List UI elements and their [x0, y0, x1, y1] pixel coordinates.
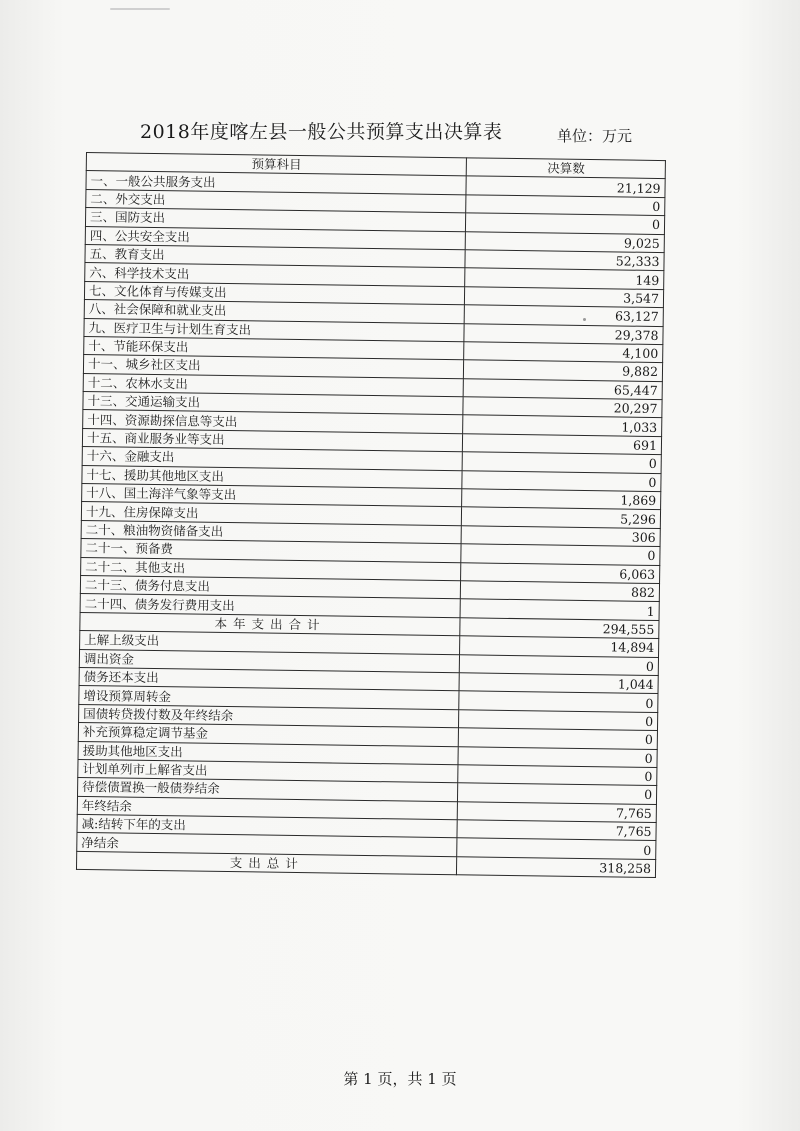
- row-label: 十一、城乡社区支出: [83, 355, 464, 379]
- row-label: 十、节能环保支出: [84, 336, 465, 360]
- row-label: 二十二、其他支出: [81, 557, 462, 581]
- row-value: 1: [460, 599, 659, 620]
- row-label: 十三、交通运输支出: [83, 392, 464, 416]
- row-value: 0: [458, 746, 657, 767]
- row-label: 二十一、预备费: [81, 539, 462, 563]
- row-value: 0: [460, 654, 659, 675]
- row-value: 1,869: [462, 489, 661, 510]
- row-label: 年终结余: [77, 796, 458, 820]
- row-value: 0: [459, 728, 658, 749]
- row-label: 国债转贷拨付数及年终结余: [79, 704, 460, 728]
- unit-label: 单位：万元: [557, 127, 633, 145]
- row-value: 0: [462, 470, 661, 491]
- row-label: 二十、粮油物资储备支出: [81, 520, 462, 544]
- budget-table: [76, 152, 666, 878]
- row-value: 0: [459, 709, 658, 730]
- row-label: 四、公共安全支出: [85, 226, 466, 250]
- row-label: 十八、国土海洋气象等支出: [82, 484, 463, 508]
- header-value: 决算数: [467, 158, 666, 179]
- row-value: 1,033: [463, 415, 662, 436]
- row-value: 0: [459, 691, 658, 712]
- row-value: 0: [466, 195, 665, 216]
- row-label: 六、科学技术支出: [85, 263, 466, 287]
- row-label: 十四、资源勘探信息等支出: [83, 410, 464, 434]
- page-footer: 第 1 页，共 1 页: [343, 1070, 457, 1088]
- row-label: 净结余: [77, 833, 458, 857]
- row-label: 三、国防支出: [85, 208, 466, 232]
- scan-speck: [110, 8, 170, 10]
- row-value: 20,297: [463, 397, 662, 418]
- scan-speck: [583, 318, 586, 321]
- row-label: 十二、农林水支出: [83, 373, 464, 397]
- row-value: 306: [461, 526, 660, 547]
- row-label: 十五、商业服务业等支出: [82, 428, 463, 452]
- row-value: 9,882: [464, 360, 663, 381]
- row-value: 691: [463, 434, 662, 455]
- page-title: 2018年度喀左县一般公共预算支出决算表: [140, 121, 503, 143]
- row-label: 九、医疗卫生与计划生育支出: [84, 318, 465, 342]
- header-item: 预算科目: [86, 153, 467, 177]
- row-value: 0: [462, 452, 661, 473]
- row-value: 0: [461, 544, 660, 565]
- row-label: 本年支出合计: [80, 612, 461, 636]
- row-label: 二、外交支出: [86, 189, 467, 213]
- row-value: 294,555: [460, 618, 659, 639]
- row-label: 减:结转下年的支出: [77, 815, 458, 839]
- title-row: [120, 117, 680, 147]
- row-label: 调出资金: [79, 649, 460, 673]
- table-body: [76, 171, 665, 878]
- row-value: 9,025: [466, 231, 665, 252]
- row-value: 4,100: [464, 342, 663, 363]
- row-label: 五、教育支出: [85, 244, 466, 268]
- row-label: 一、一般公共服务支出: [86, 171, 467, 195]
- row-label: 待偿债置换一般债券结余: [78, 778, 459, 802]
- row-value: 0: [458, 765, 657, 786]
- row-value: 882: [461, 581, 660, 602]
- row-label: 十七、援助其他地区支出: [82, 465, 463, 489]
- row-value: 3,547: [465, 287, 664, 308]
- row-label: 援助其他地区支出: [78, 741, 459, 765]
- row-label: 二十三、债务付息支出: [80, 575, 461, 599]
- row-label: 二十四、债务发行费用支出: [80, 594, 461, 618]
- row-value: 0: [466, 213, 665, 234]
- row-value: 7,765: [457, 820, 656, 841]
- row-value: 7,765: [458, 801, 657, 822]
- row-value: 63,127: [465, 305, 664, 326]
- row-value: 0: [457, 838, 656, 859]
- row-label: 增设预算周转金: [79, 686, 460, 710]
- row-value: 65,447: [464, 378, 663, 399]
- row-label: 十六、金融支出: [82, 447, 463, 471]
- row-value: 14,894: [460, 636, 659, 657]
- row-label: 计划单列市上解省支出: [78, 759, 459, 783]
- row-label: 支出总计: [76, 851, 457, 875]
- row-value: 6,063: [461, 562, 660, 583]
- row-label: 补充预算稳定调节基金: [78, 723, 459, 747]
- row-value: 5,296: [462, 507, 661, 528]
- row-label: 上解上级支出: [80, 631, 461, 655]
- row-value: 29,378: [464, 323, 663, 344]
- row-label: 债务还本支出: [79, 667, 460, 691]
- row-value: 21,129: [466, 176, 665, 197]
- row-label: 七、文化体育与传媒支出: [84, 281, 465, 305]
- row-value: 52,333: [465, 250, 664, 271]
- row-value: 318,258: [457, 857, 656, 878]
- row-value: 1,044: [459, 673, 658, 694]
- row-label: 十九、住房保障支出: [81, 502, 462, 526]
- row-value: 149: [465, 268, 664, 289]
- row-value: 0: [458, 783, 657, 804]
- row-label: 八、社会保障和就业支出: [84, 300, 465, 324]
